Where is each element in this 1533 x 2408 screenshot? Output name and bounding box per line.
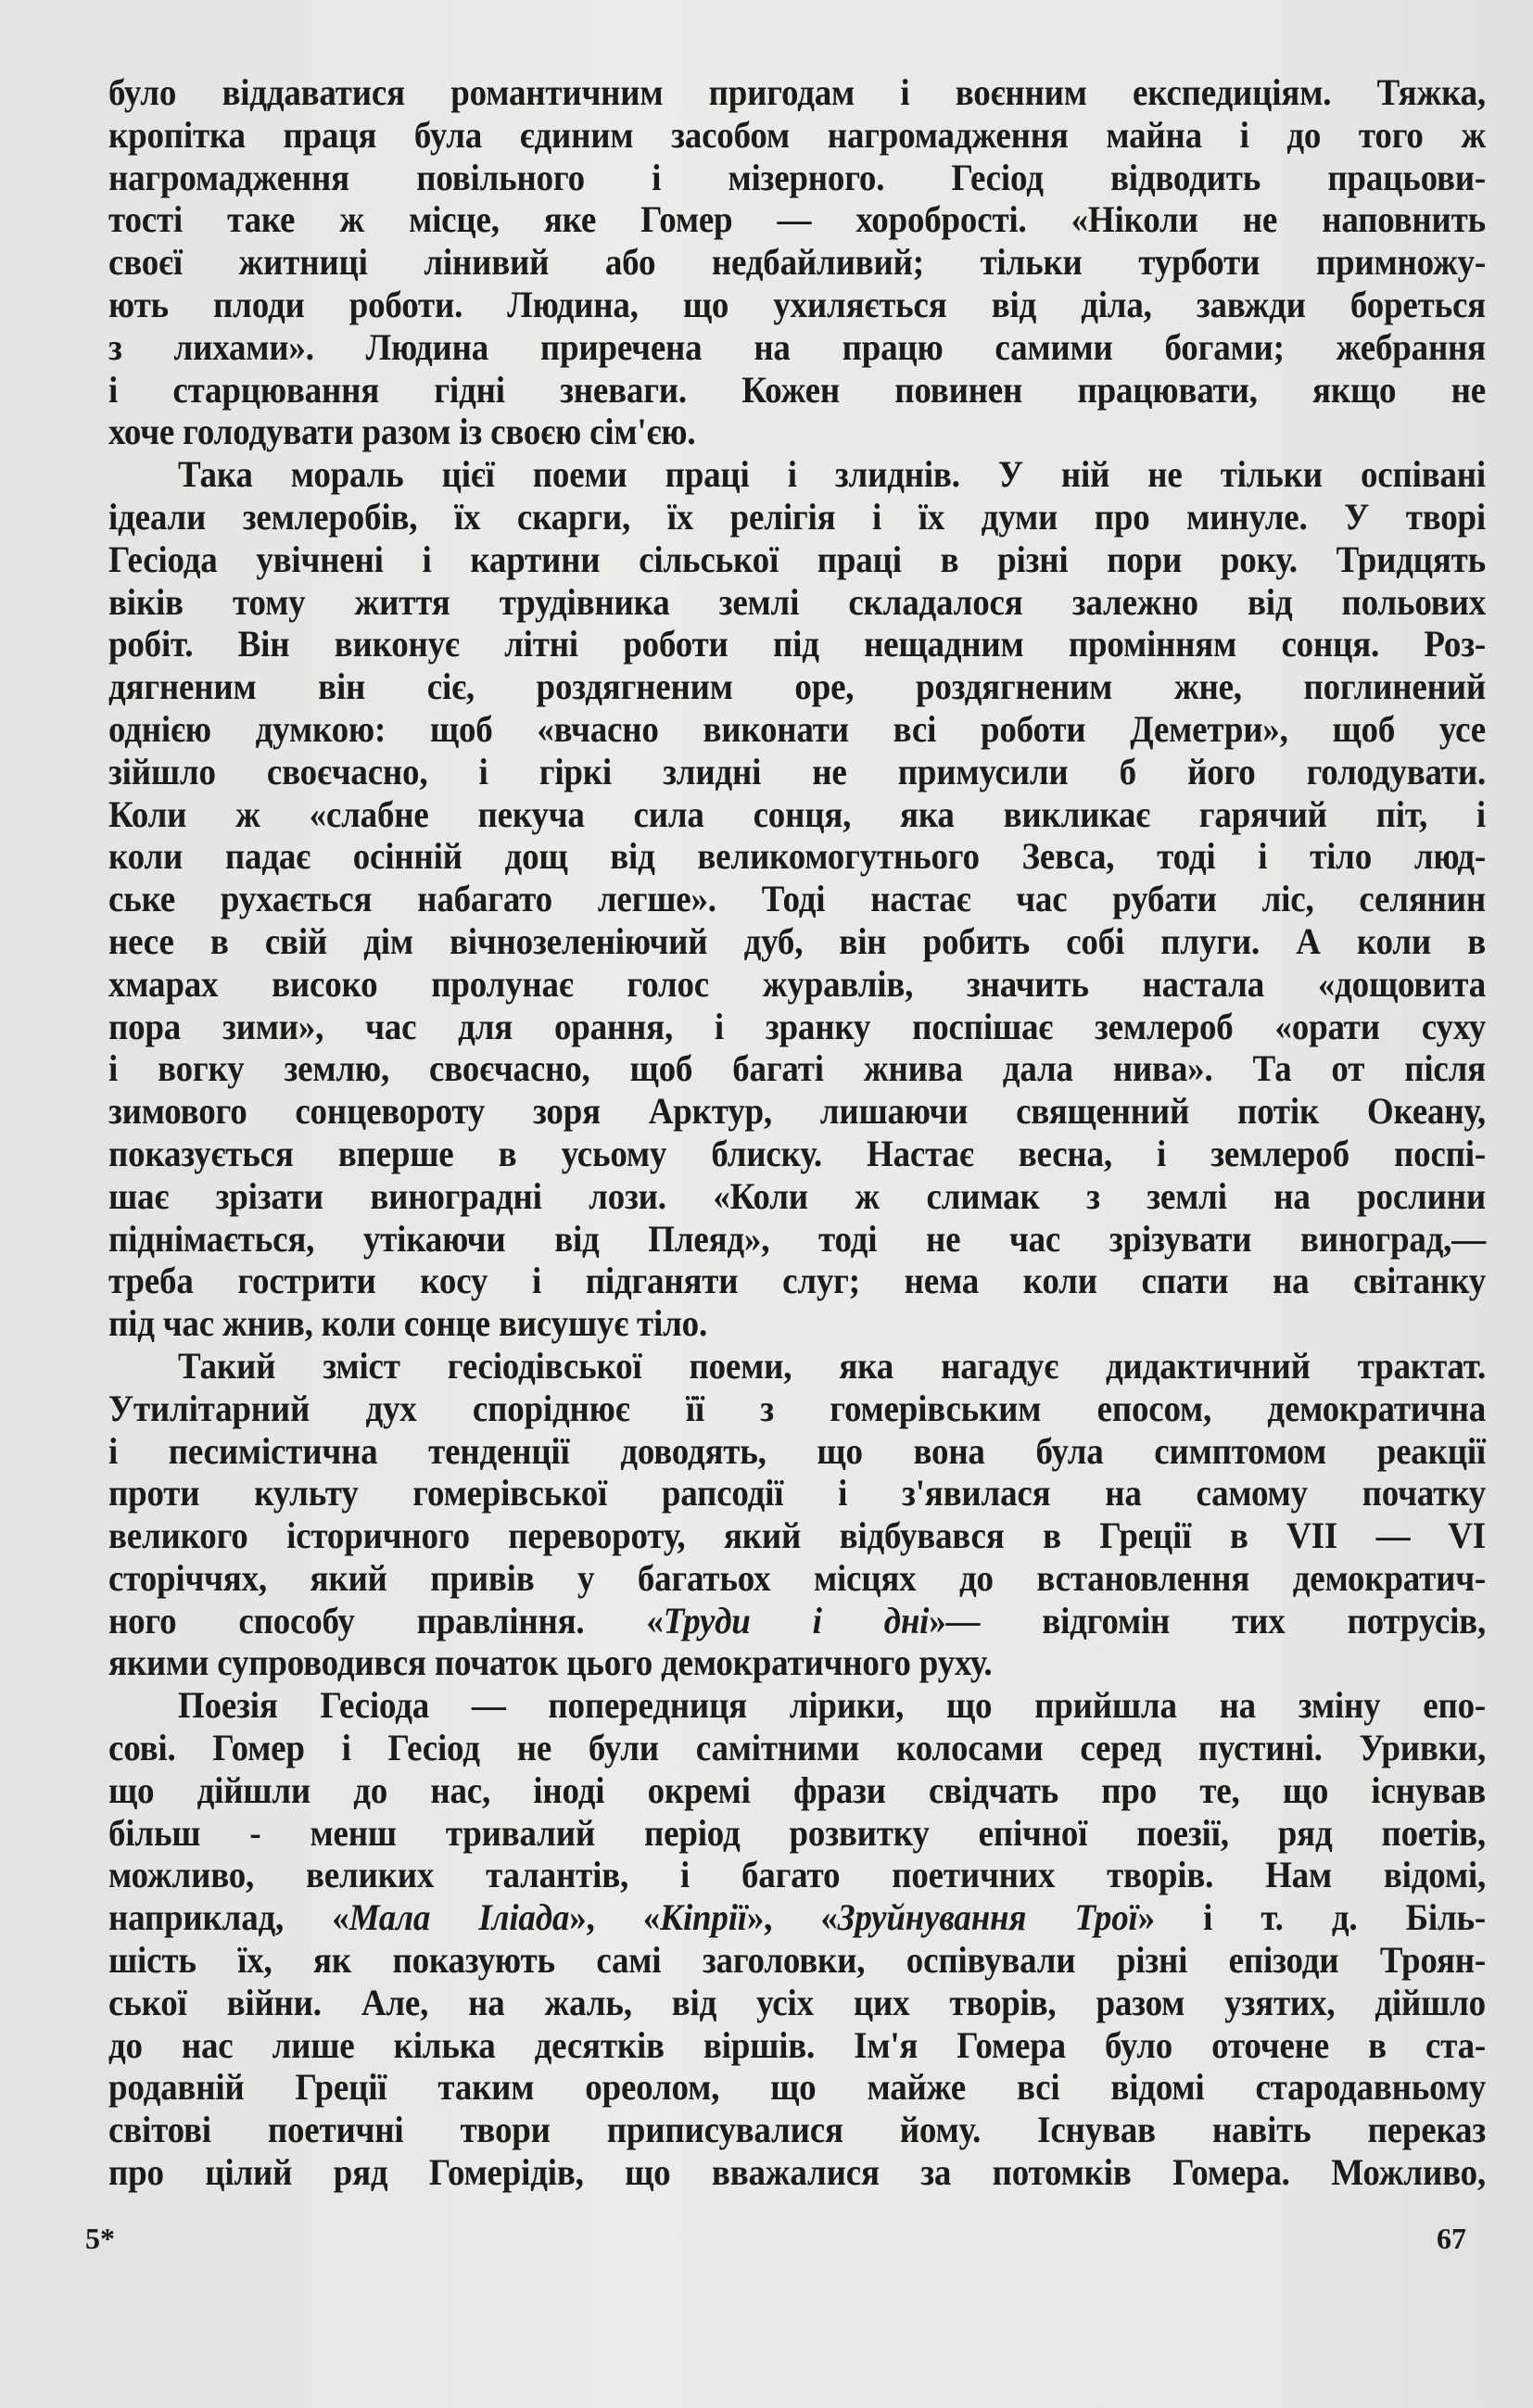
text-line: з лихами». Людина приречена на працю самими богами; жебрання [108, 327, 1486, 369]
text-line: шає зрізати виноградні лози. «Коли ж слимак з землі на рослини [108, 1176, 1486, 1218]
text-line: Гесіода увічнені і картини сільської праці в різні пори року. Тридцять [108, 539, 1486, 581]
text-line: коли падає осінній дощ від великомогутнього Зевса, тоді і тіло люд- [108, 836, 1486, 878]
italic-title: Труди і дні [663, 1601, 930, 1642]
text-line: треба гострити косу і підганяти слуг; нема коли спати на світанку [108, 1261, 1486, 1302]
text-line: дягненим він сіє, роздягненим оре, роздягненим жне, поглинений [108, 666, 1486, 708]
text-line: і старцювання гідні зневаги. Кожен повинен працювати, якщо не [108, 369, 1486, 412]
text-segment: » і т. д. Біль- [1137, 1897, 1486, 1939]
text-line: світові поетичні твори приписувалися йому. Існував навіть переказ [108, 2110, 1486, 2151]
text-line: несе в свій дім вічнозеленіючий дуб, він робить собі плуги. А коли в [108, 921, 1486, 963]
text-line: зимового сонцевороту зоря Арктур, лишаючи священний потік Океану, [108, 1091, 1486, 1133]
text-line: своєї житниці лінивий або недбайливий; тільки турботи примножу- [108, 242, 1486, 284]
italic-title: Мала Іліада [348, 1897, 570, 1939]
text-line: хмарах високо пролунає голос журавлів, значить настала «дощовита [108, 964, 1486, 1006]
text-line: що дійшли до нас, іноді окремі фрази свідчать про те, що існував [108, 1770, 1486, 1812]
text-segment: », « [569, 1897, 661, 1939]
text-line [108, 1599, 1486, 1644]
text-line: якими супроводився початок цього демократичного руху. [108, 1642, 993, 1685]
text-segment: », « [746, 1897, 838, 1939]
text-line: ської війни. Але, на жаль, від усіх цих творів, разом узятих, дійшло [108, 1983, 1486, 2024]
text-line: Поезія Гесіода — попередниця лірики, що прийшла на зміну епо- [178, 1685, 1486, 1727]
text-line: зійшло своєчасно, і гіркі злидні не примусили б його голодувати. [108, 752, 1486, 793]
text-line: можливо, великих талантів, і багато поетичних творів. Нам відомі, [108, 1855, 1486, 1897]
text-line: Такий зміст гесіодівської поеми, яка нагадує дидактичний трактат. [178, 1346, 1486, 1388]
text-segment: ного способу правління. « [108, 1601, 664, 1642]
text-line: і песимістична тенденції доводять, що вона була симптомом реакції [108, 1430, 1486, 1473]
text-line: родавній Греції таким ореолом, що майже всі відомі стародавньому [108, 2067, 1486, 2110]
text-line: більш - менш тривалий період розвитку епічної поезії, ряд поетів, [108, 1813, 1486, 1855]
signature-mark: 5* [85, 2222, 115, 2255]
italic-title: Кіпрії [660, 1897, 747, 1939]
text-line: ське рухається набагато легше». Тоді настає час рубати ліс, селянин [108, 879, 1486, 920]
text-line: проти культу гомерівської рапсодії і з'явилася на самому початку [108, 1473, 1486, 1515]
text-line: кропітка праця була єдиним засобом нагромадження майна і до того ж [108, 115, 1486, 157]
text-line: великого історичного перевороту, який відбувався в Греції в VII — VI [108, 1515, 1486, 1557]
text-segment: наприклад, « [108, 1897, 349, 1939]
text-line: робіт. Він виконує літні роботи під нещадним промінням сонця. Роз- [108, 624, 1486, 665]
text-line: Утилітарний дух споріднює її з гомерівським епосом, демократична [108, 1388, 1486, 1430]
text-line: хоче голодувати разом із своєю сім'єю. [108, 412, 696, 453]
text-line: і вогку землю, своєчасно, щоб багаті жнива дала нива». Та от після [108, 1048, 1486, 1090]
text-line: ідеали землеробів, їх скарги, їх релігія і їх думи про минуле. У творі [108, 497, 1486, 539]
text-line: до нас лише кілька десятків віршів. Ім'я Гомера було оточене в ста- [108, 2024, 1486, 2067]
body-text [108, 72, 1486, 2195]
text-line: Така мораль цієї поеми праці і злиднів. У ній не тільки оспівані [178, 454, 1486, 496]
page-number: 67 [1437, 2222, 1466, 2255]
text-segment: »— відгомін тих потрусів, [929, 1601, 1486, 1642]
text-line: сові. Гомер і Гесіод не були самітними колосами серед пустині. Уривки, [108, 1728, 1486, 1769]
text-line: сторіччях, який привів у багатьох місцях до встановлення демократич- [108, 1558, 1486, 1600]
text-line: нагромадження повільного і мізерного. Гесіод відводить працьови- [108, 157, 1486, 199]
text-line: однією думкою: щоб «вчасно виконати всі роботи Деметри», щоб усе [108, 709, 1486, 751]
text-line: віків тому життя трудівника землі складалося залежно від польових [108, 581, 1486, 624]
text-line: показується вперше в усьому блиску. Настає весна, і землероб поспі- [108, 1134, 1486, 1175]
text-line: пора зими», час для орання, і зранку поспішає землероб «орати суху [108, 1006, 1486, 1048]
text-line [108, 1895, 1486, 1941]
text-line: тості таке ж місце, яке Гомер — хоробрості. «Ніколи не наповнить [108, 199, 1486, 241]
text-line: шість їх, як показують самі заголовки, оспівували різні епізоди Троян- [108, 1940, 1486, 1982]
text-line: під час жнив, коли сонце висушує тіло. [108, 1303, 708, 1345]
text-line: було віддаватися романтичним пригодам і воєнним експедиціям. Тяжка, [108, 72, 1486, 114]
text-line: ють плоди роботи. Людина, що ухиляється від діла, завжди бореться [108, 285, 1486, 326]
text-line: Коли ж «слабне пекуча сила сонця, яка викликає гарячий піт, і [108, 793, 1486, 836]
italic-title: Зруйнування Трої [837, 1897, 1138, 1939]
text-line: про цілий ряд Гомерідів, що вважалися за потомків Гомера. Можливо, [108, 2152, 1486, 2194]
text-line: піднімається, утікаючи від Плеяд», тоді не час зрізувати виноград,— [108, 1218, 1486, 1261]
